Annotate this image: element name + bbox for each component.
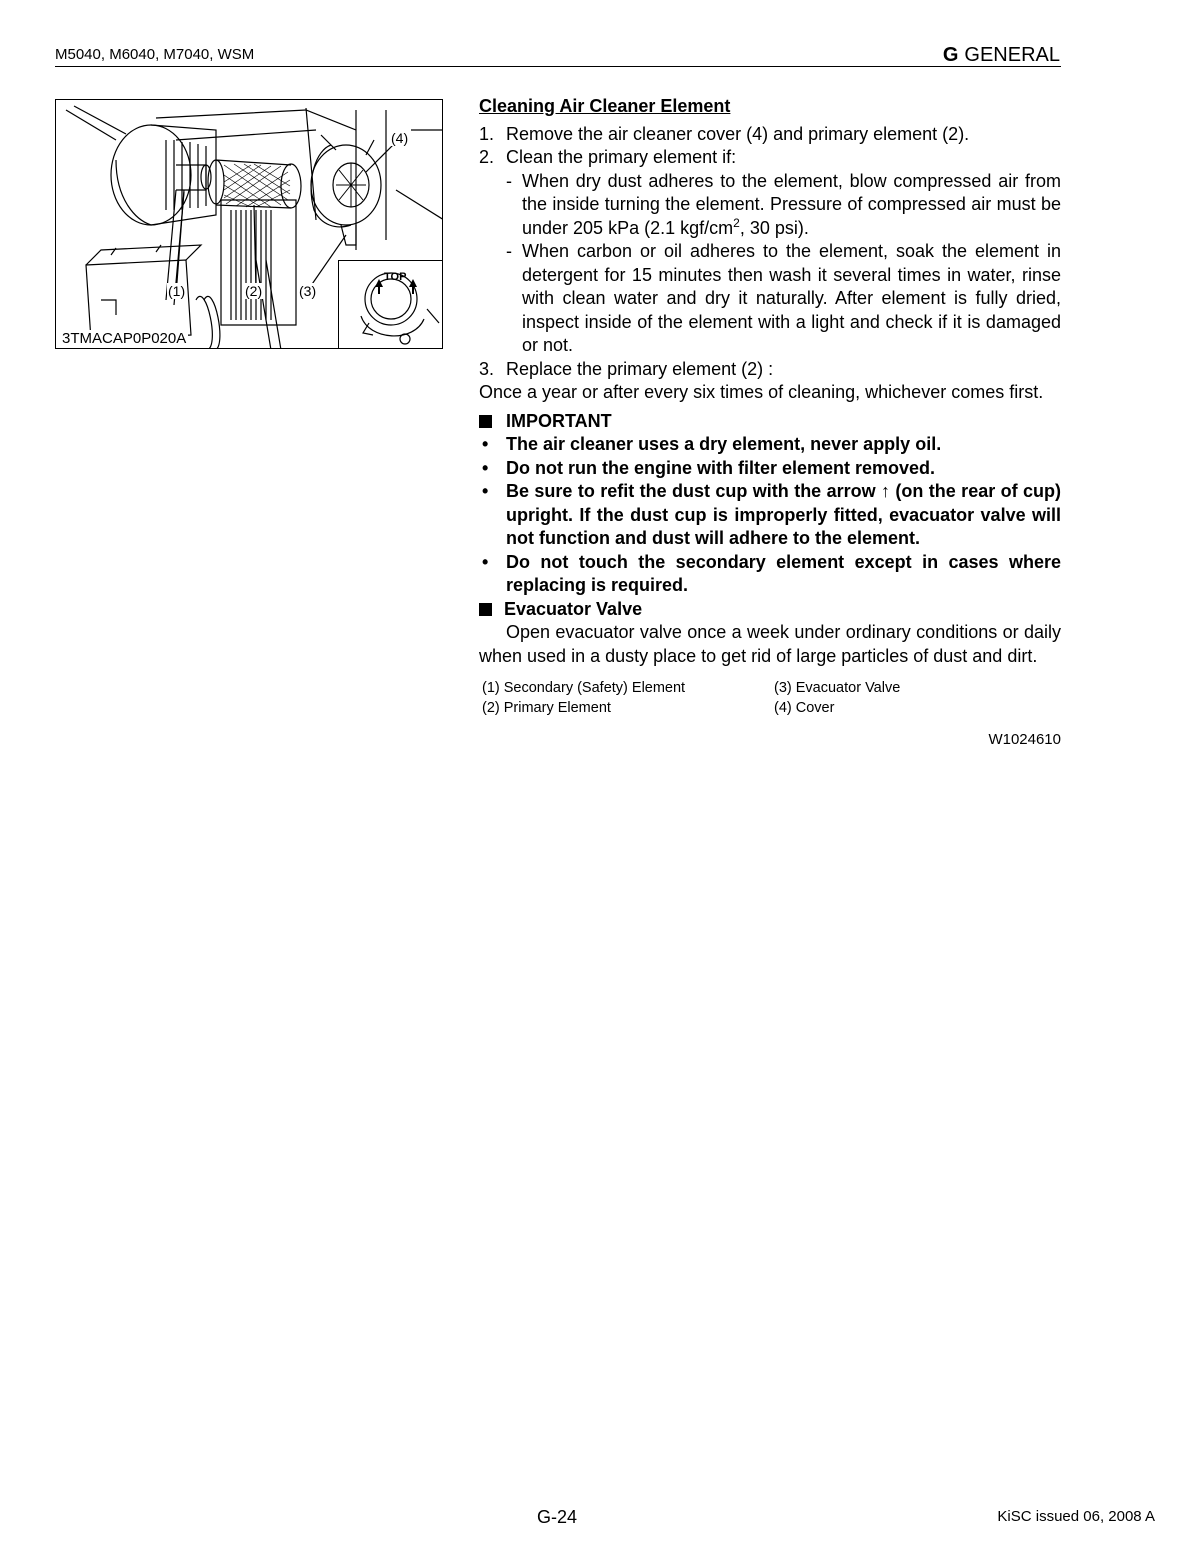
bullet-mark: • bbox=[482, 434, 489, 454]
bullet-text: Do not run the engine with filter element removed. bbox=[506, 457, 936, 478]
evacuator-label: Evacuator Valve bbox=[504, 598, 643, 619]
sub-text-b: , 30 psi). bbox=[739, 217, 809, 238]
bullet-mark: • bbox=[482, 457, 489, 478]
header-models: M5040, M6040, M7040, WSM bbox=[55, 46, 255, 63]
important-bullet bbox=[479, 480, 1061, 551]
step-2-sub-2 bbox=[506, 240, 1061, 358]
important-heading bbox=[479, 410, 1061, 434]
legend-item-3: (3) Evacuator Valve bbox=[774, 680, 901, 696]
sub-dash: - bbox=[506, 170, 512, 191]
legend-item-4: (4) Cover bbox=[774, 700, 835, 716]
label-1: (1) bbox=[168, 283, 186, 299]
evacuator-text: Open evacuator valve once a week under ordinary conditions or daily when used in a dusty place to get rid of large particles of dust and dirt. bbox=[479, 622, 1061, 666]
step-text: Remove the air cleaner cover (4) and primary element (2). bbox=[506, 123, 970, 144]
air-cleaner-figure bbox=[55, 99, 443, 349]
important-bullet bbox=[479, 457, 1061, 481]
important-label: IMPORTANT bbox=[506, 410, 612, 431]
issue-info: KiSC issued 06, 2008 A bbox=[997, 1508, 1155, 1525]
bullet-text: Do not touch the secondary element except in cases where replacing is required. bbox=[506, 551, 1061, 595]
bullet-text: The air cleaner uses a dry element, never apply oil. bbox=[506, 434, 942, 454]
step-3-detail: Once a year or after every six times of cleaning, whichever comes first. bbox=[479, 382, 1044, 402]
step-number: 1. bbox=[479, 123, 495, 144]
sub-text bbox=[522, 170, 1061, 241]
step-text: Replace the primary element (2) : bbox=[506, 358, 774, 379]
section-name: GENERAL bbox=[964, 44, 1060, 66]
label-2: (2) bbox=[245, 283, 263, 299]
top-arrow-inset bbox=[338, 260, 443, 349]
header-rule bbox=[55, 66, 1061, 67]
step-2-sub-1 bbox=[506, 170, 1061, 241]
legend-item-2: (2) Primary Element bbox=[482, 700, 611, 716]
header-section bbox=[943, 44, 1060, 67]
bullet-mark: • bbox=[482, 551, 489, 572]
superscript: 2 bbox=[733, 215, 740, 230]
figure-caption: 3TMACAP0P020A bbox=[62, 330, 187, 347]
step-number: 2. bbox=[479, 147, 495, 167]
step-3 bbox=[479, 358, 1061, 382]
step-1 bbox=[479, 123, 1061, 147]
bullet-text: Be sure to refit the dust cup with the arrow ↑ (on the rear of cup) upright. If the dust cup is improperly fitted, evacuator valve will not function and dust will adhere to the element. bbox=[506, 481, 1061, 548]
square-bullet-icon bbox=[479, 415, 492, 428]
square-bullet-icon bbox=[479, 603, 492, 616]
section-letter: G bbox=[942, 44, 959, 66]
label-3: (3) bbox=[299, 283, 317, 299]
important-bullet bbox=[479, 551, 1061, 598]
reference-code: W1024610 bbox=[988, 731, 1061, 748]
sub-dash: - bbox=[506, 241, 512, 261]
step-number: 3. bbox=[479, 358, 495, 379]
inset-top-label: TOP bbox=[384, 271, 407, 283]
evacuator-heading bbox=[479, 598, 1061, 622]
page-number: G-24 bbox=[537, 1507, 578, 1527]
section-title: Cleaning Air Cleaner Element bbox=[479, 96, 731, 116]
legend-item-1: (1) Secondary (Safety) Element bbox=[482, 680, 686, 696]
sub-text-a: When dry dust adheres to the element, blow compressed air from the inside turning the element. Pressure of compressed air must be under 205 kPa (2.1 kgf/cm bbox=[522, 170, 1061, 238]
bullet-mark: • bbox=[482, 481, 489, 501]
figure-legend bbox=[479, 678, 1061, 718]
label-4: (4) bbox=[391, 130, 409, 146]
procedure-content bbox=[479, 95, 1061, 752]
important-bullet bbox=[479, 433, 1061, 457]
sub-text: When carbon or oil adheres to the element, soak the element in detergent for 15 minutes then wash it several times in water, rinse with clean water and dry it naturally. After element is fully dried, inspect inside of the element with a light and check if it is damaged or not. bbox=[522, 241, 1061, 355]
step-text: Clean the primary element if: bbox=[506, 147, 737, 167]
step-2 bbox=[479, 146, 1061, 170]
